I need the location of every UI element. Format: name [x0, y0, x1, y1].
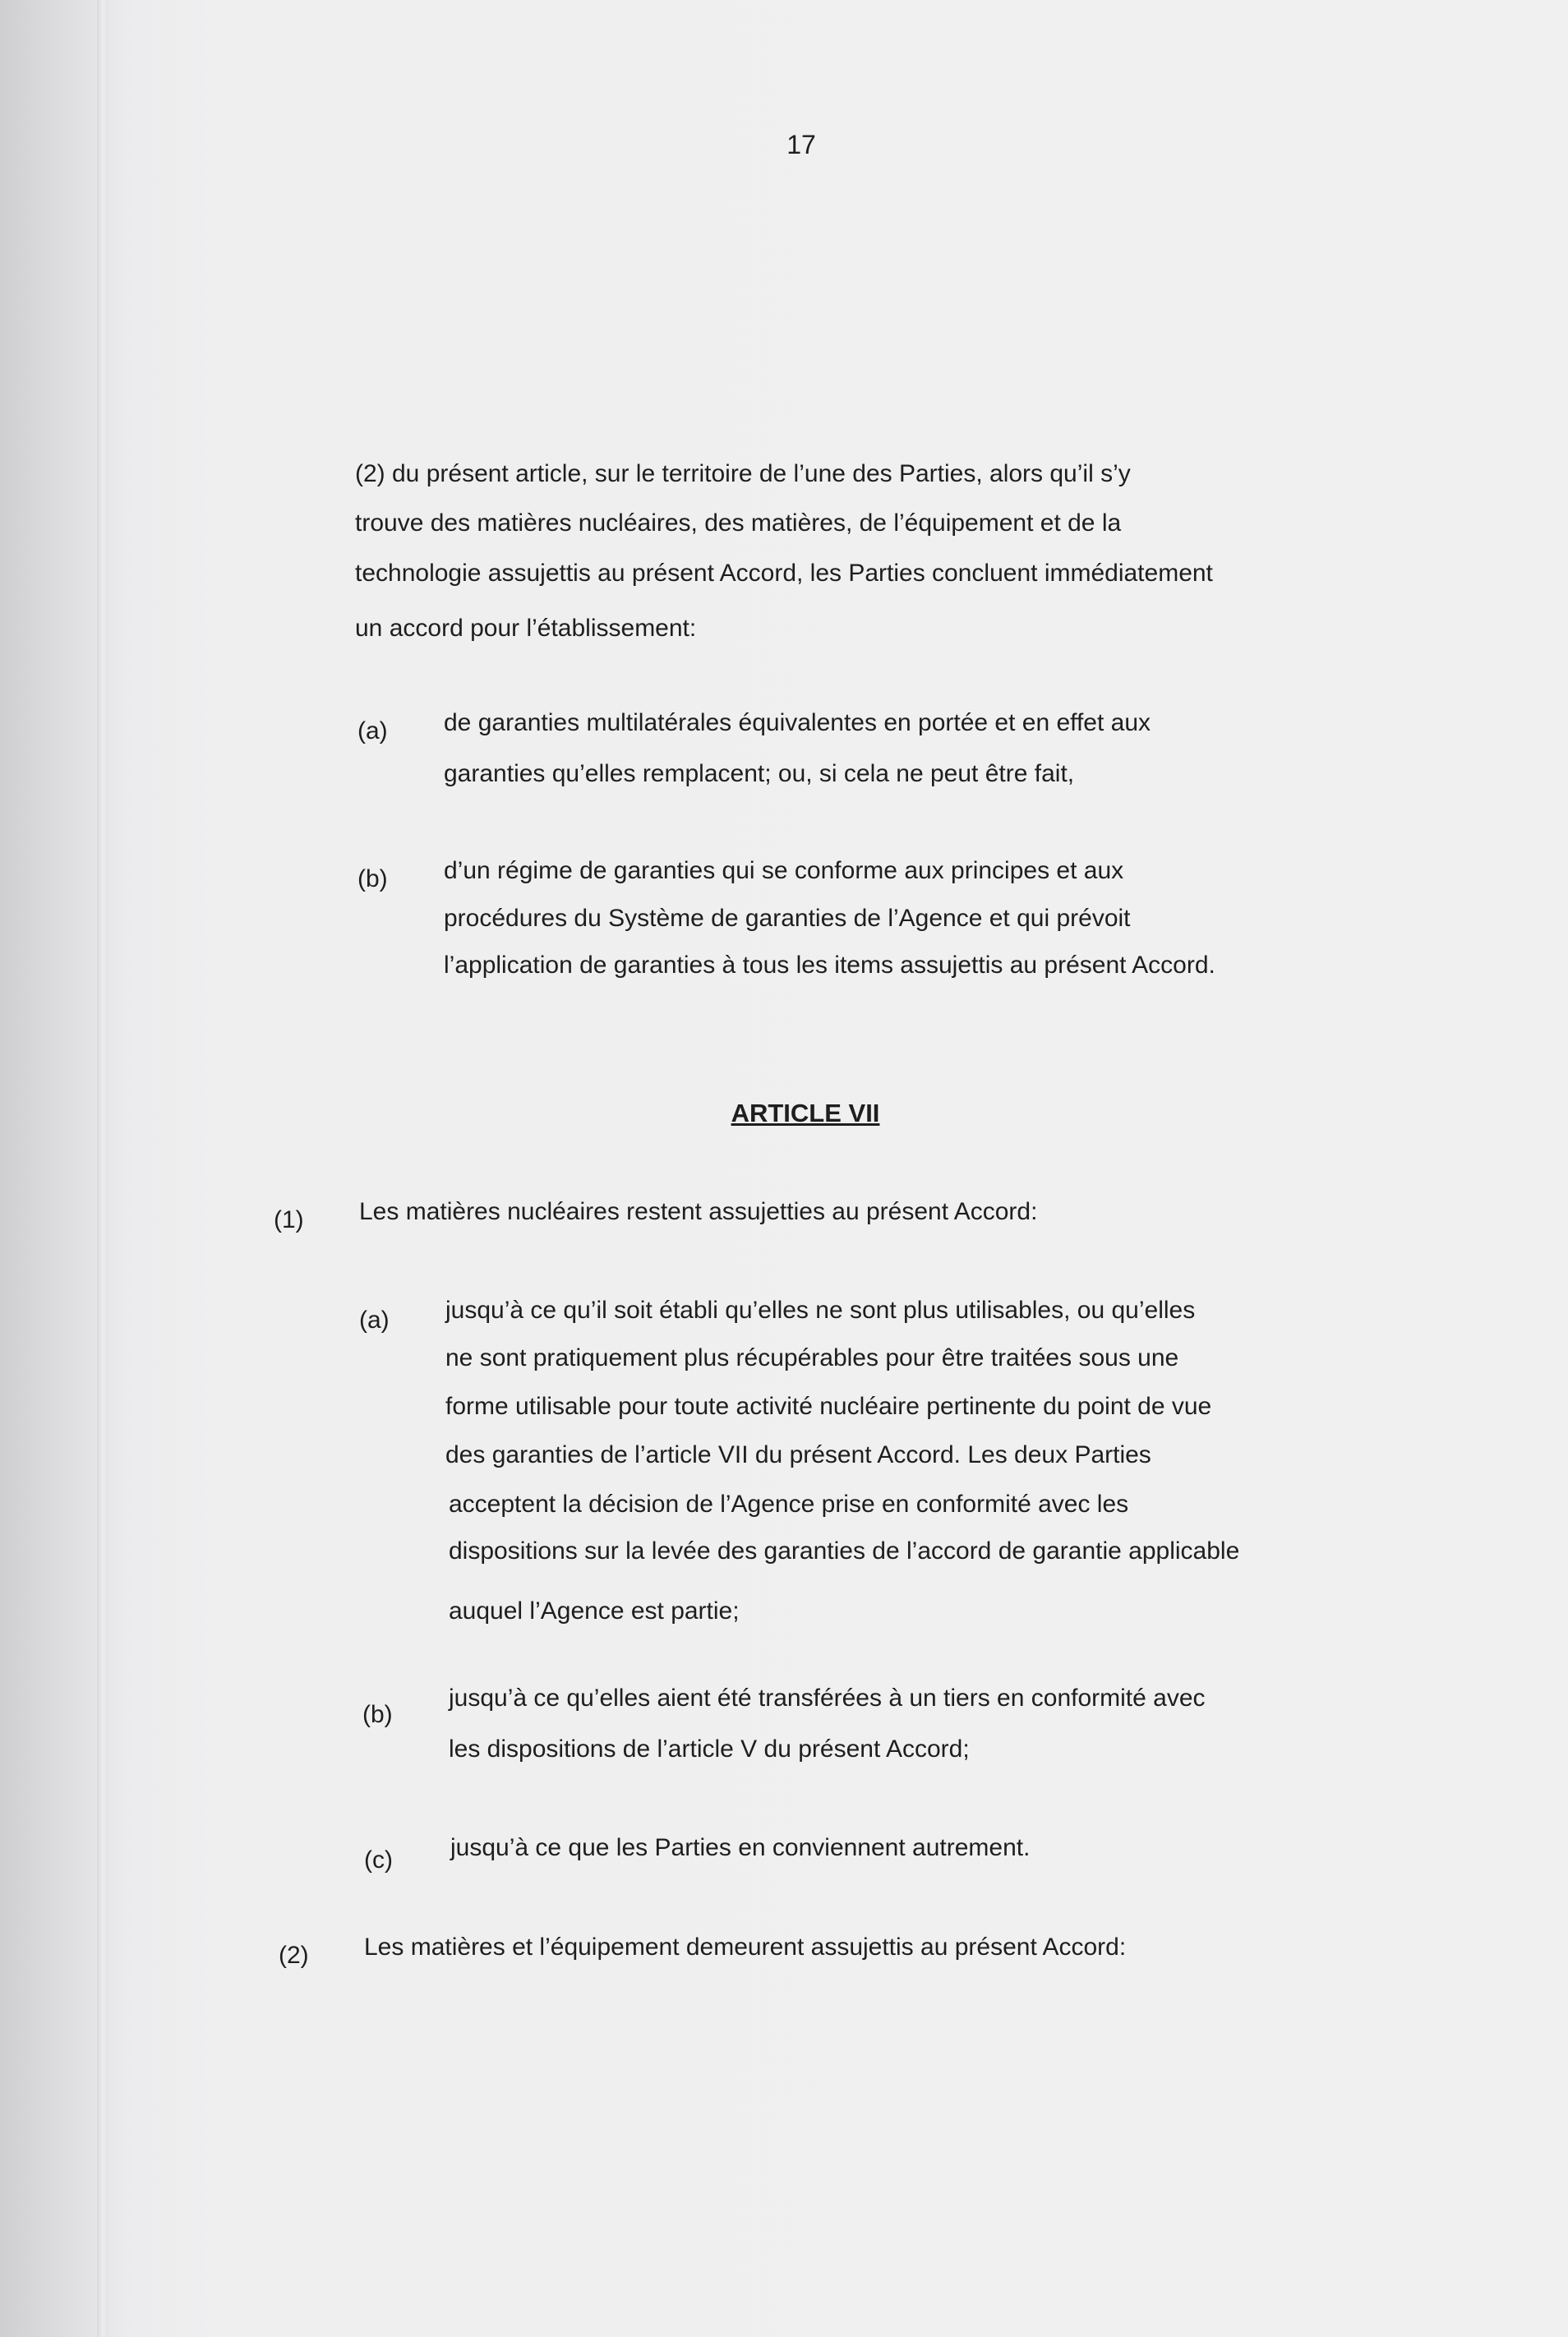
item-line: acceptent la décision de l’Agence prise en conformité avec les: [449, 1491, 1129, 1518]
item-line: auquel l’Agence est partie;: [449, 1597, 740, 1625]
article-heading: ARTICLE VII: [731, 1099, 880, 1127]
item-line: jusqu’à ce qu’elles aient été transférées à un tiers en conformité avec: [449, 1685, 1206, 1712]
item-line: procédures du Système de garanties de l’Agence et qui prévoit: [444, 905, 1131, 932]
item-line: l’application de garanties à tous les items assujettis au présent Accord.: [444, 952, 1215, 979]
item-label: (a): [357, 717, 388, 744]
item-line: jusqu’à ce que les Parties en conviennent autrement.: [450, 1834, 1031, 1861]
page-number: 17: [786, 130, 816, 159]
paragraph-text: Les matières nucléaires restent assujetties au présent Accord:: [359, 1198, 1038, 1225]
item-line: dispositions sur la levée des garanties de l’accord de garantie applicable: [449, 1537, 1240, 1565]
item-line: jusqu’à ce qu’il soit établi qu’elles ne sont plus utilisables, ou qu’elles: [445, 1297, 1196, 1324]
intro-line: (2) du présent article, sur le territoire de l’une des Parties, alors qu’il s’y: [355, 460, 1131, 487]
item-line: forme utilisable pour toute activité nucléaire pertinente du point de vue: [445, 1393, 1212, 1420]
item-line: d’un régime de garanties qui se conforme aux principes et aux: [444, 857, 1124, 884]
item-label: (a): [359, 1307, 390, 1334]
paragraph-label: (1): [274, 1206, 304, 1233]
paragraph-text: Les matières et l’équipement demeurent assujettis au présent Accord:: [364, 1934, 1127, 1961]
intro-line: technologie assujettis au présent Accord, les Parties concluent immédiatement: [355, 560, 1213, 587]
item-line: des garanties de l’article VII du présent Accord. Les deux Parties: [445, 1441, 1151, 1468]
item-label: (b): [362, 1701, 393, 1728]
item-line: les dispositions de l’article V du présent Accord;: [449, 1735, 970, 1763]
item-label: (c): [364, 1846, 393, 1874]
item-line: ne sont pratiquement plus récupérables pour être traitées sous une: [445, 1344, 1179, 1371]
item-line: garanties qu’elles remplacent; ou, si cela ne peut être fait,: [444, 760, 1075, 787]
binding-shadow: [97, 0, 108, 2337]
item-label: (b): [357, 865, 388, 892]
item-line: de garanties multilatérales équivalentes en portée et en effet aux: [444, 709, 1151, 736]
intro-line: trouve des matières nucléaires, des matières, de l’équipement et de la: [355, 509, 1122, 537]
intro-line: un accord pour l’établissement:: [355, 615, 697, 642]
paragraph-label: (2): [279, 1942, 309, 1969]
